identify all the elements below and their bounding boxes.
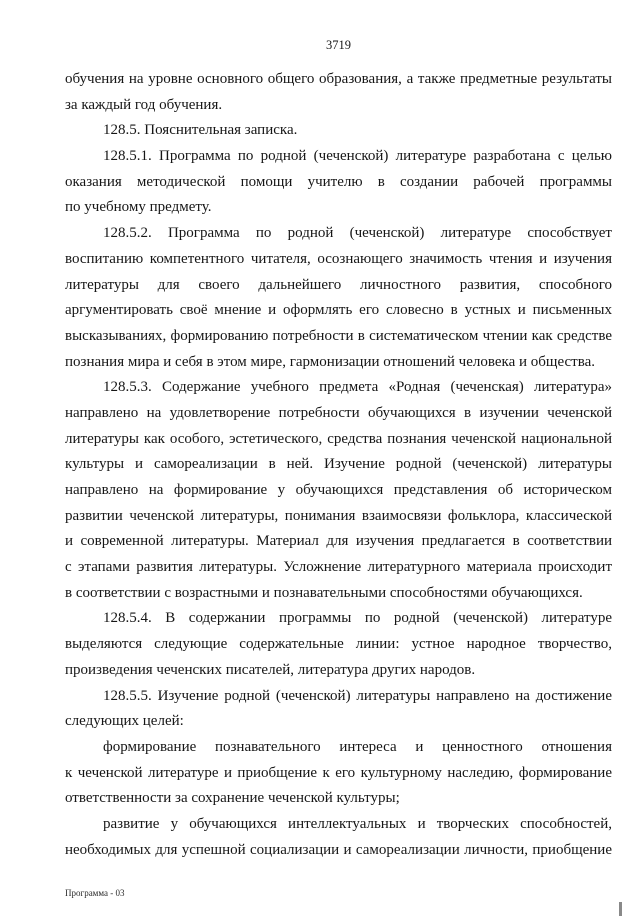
- goal-item-development: [65, 812, 612, 863]
- paragraph-128-5-5: [65, 684, 612, 735]
- text-line: за каждый год обучения.: [65, 96, 223, 113]
- text-line: 128.5.2. Программа по родной (чеченской) литературе способствует: [103, 225, 612, 242]
- document-body: [65, 67, 612, 863]
- text-line: познания мира и себя в этом мире, гармонизации отношений человека и общества.: [65, 353, 595, 370]
- text-line: культуры и самореализации в ней. Изучение родной (чеченской) литературы: [65, 456, 612, 473]
- text-line: следующих целей:: [65, 713, 184, 730]
- text-line: литературы как особого, эстетического, средства познания чеченской национальной: [65, 430, 612, 447]
- text-line: аргументировать своё мнение и оформлять его словесно в устных и письменных: [65, 302, 612, 319]
- text-line: направлено на формирование у обучающихся представления об историческом: [65, 482, 612, 498]
- text-line: развитие у обучающихся интеллектуальных и творческих способностей,: [103, 815, 612, 832]
- text-line: с этапами развития литературы. Усложнение литературного материала происходит: [65, 559, 612, 576]
- text-line: необходимых для успешной социализации и самореализации личности, приобщение: [65, 841, 612, 858]
- text-line: по учебному предмету.: [65, 199, 212, 216]
- page-number: 3719: [326, 38, 351, 52]
- footer-label: Программа - 03: [65, 888, 125, 898]
- text-line: оказания методической помощи учителю в создании рабочей программы: [65, 173, 612, 190]
- text-line: 128.5.1. Программа по родной (чеченской) литературе разработана с целью: [103, 148, 612, 165]
- text-line: 128.5.4. В содержании программы по родной (чеченской) литературе: [103, 610, 612, 627]
- scan-artifact: [619, 902, 622, 916]
- section-heading: [65, 118, 612, 144]
- paragraph-128-5-1: [65, 144, 612, 221]
- text-line: воспитанию компетентного читателя, осознающего значимость чтения и изучения: [65, 250, 612, 267]
- text-line: в соответствии с возрастными и познавательными способностями обучающихся.: [65, 584, 583, 601]
- goal-item-formation: [65, 735, 612, 812]
- text-line: литературы для своего дальнейшего личностного развития, способного: [65, 276, 612, 293]
- paragraph-128-5-2: [65, 221, 612, 375]
- text-line: направлено на удовлетворение потребности обучающихся в изучении чеченской: [65, 404, 612, 421]
- text-line: 128.5.5. Изучение родной (чеченской) литературы направлено на достижение: [103, 687, 612, 704]
- text-line: 128.5.3. Содержание учебного предмета «Родная (чеченская) литература»: [103, 379, 612, 396]
- text-line: и современной литературы. Материал для изучения предлагается в соответствии: [65, 533, 612, 550]
- text-line: выделяются следующие содержательные линии: устное народное творчество,: [65, 636, 612, 653]
- text-line: произведения чеченских писателей, литература других народов.: [65, 661, 476, 678]
- section-title: 128.5. Пояснительная записка.: [103, 122, 298, 139]
- text-line: обучения на уровне основного общего образования, а также предметные результаты: [65, 71, 612, 87]
- text-line: формирование познавательного интереса и ценностного отношения: [103, 738, 612, 755]
- text-line: к чеченской литературе и приобщение к его культурному наследию, формирование: [65, 764, 612, 781]
- text-line: ответственности за сохранение чеченской культуры;: [65, 790, 400, 807]
- text-line: развитии чеченской литературы, понимания взаимосвязи фольклора, классической: [65, 507, 612, 524]
- paragraph-128-5-4: [65, 606, 612, 683]
- paragraph-continuation: [65, 67, 612, 118]
- text-line: высказываниях, формированию потребности в систематическом чтении как средстве: [65, 327, 612, 344]
- paragraph-128-5-3: [65, 375, 612, 606]
